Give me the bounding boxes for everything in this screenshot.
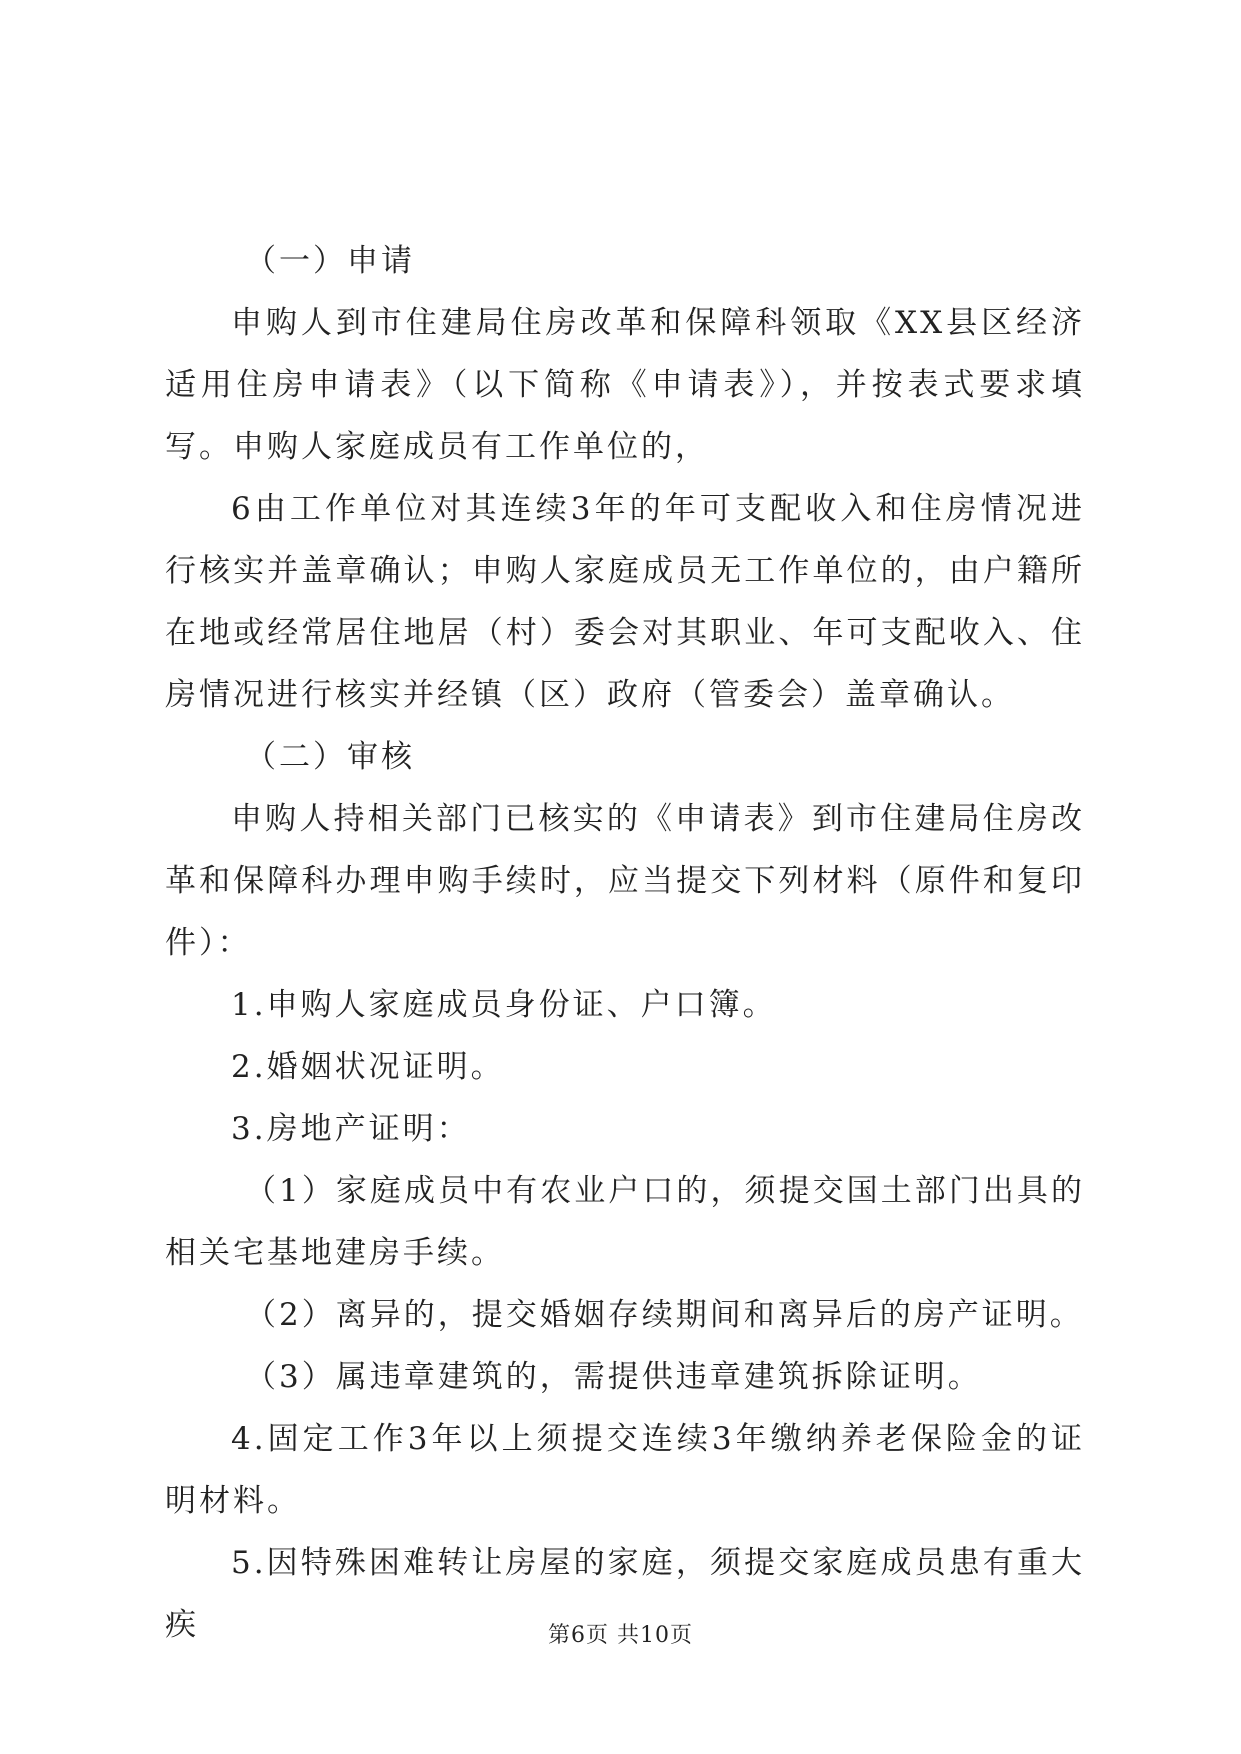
list-item: 3.房地产证明： [231,1111,471,1147]
list-item: 2.婚姻状况证明。 [231,1049,505,1085]
paragraph: 申购人到市住建局住房改革和保障科领取《XX县区经济适用住房申请表》（以下简称《申请表》），并按表式要求填写。申购人家庭成员有工作单位的， [165,305,1085,465]
document-body [165,230,1085,1656]
list-item: 1.申购人家庭成员身份证、户口簿。 [231,987,777,1023]
sub-list-item: （3）属违章建筑的，需提供违章建筑拆除证明。 [245,1359,982,1395]
list-item: 5.因特殊困难转让房屋的家庭，须提交家庭成员患有重大疾 [165,1545,1085,1643]
sub-list-item: （1）家庭成员中有农业户口的，须提交国土部门出具的相关宅基地建房手续。 [165,1173,1085,1271]
paragraph: 6由工作单位对其连续3年的年可支配收入和住房情况进行核实并盖章确认；申购人家庭成员无工作单位的，由户籍所在地或经常居住地居（村）委会对其职业、年可支配收入、住房情况进行核实并经镇（区）政府（管委会）盖章确认。 [165,491,1085,713]
section-heading-review: （二）审核 [245,739,415,775]
section-heading-application: （一）申请 [245,243,415,279]
sub-list-item: （2）离异的，提交婚姻存续期间和离异后的房产证明。 [245,1297,1084,1333]
paragraph: 申购人持相关部门已核实的《申请表》到市住建局住房改革和保障科办理申购手续时，应当提交下列材料（原件和复印件）： [165,801,1085,961]
list-item: 4.固定工作3年以上须提交连续3年缴纳养老保险金的证明材料。 [165,1421,1085,1519]
page-number-footer: 第6页 共10页 [548,1623,693,1648]
